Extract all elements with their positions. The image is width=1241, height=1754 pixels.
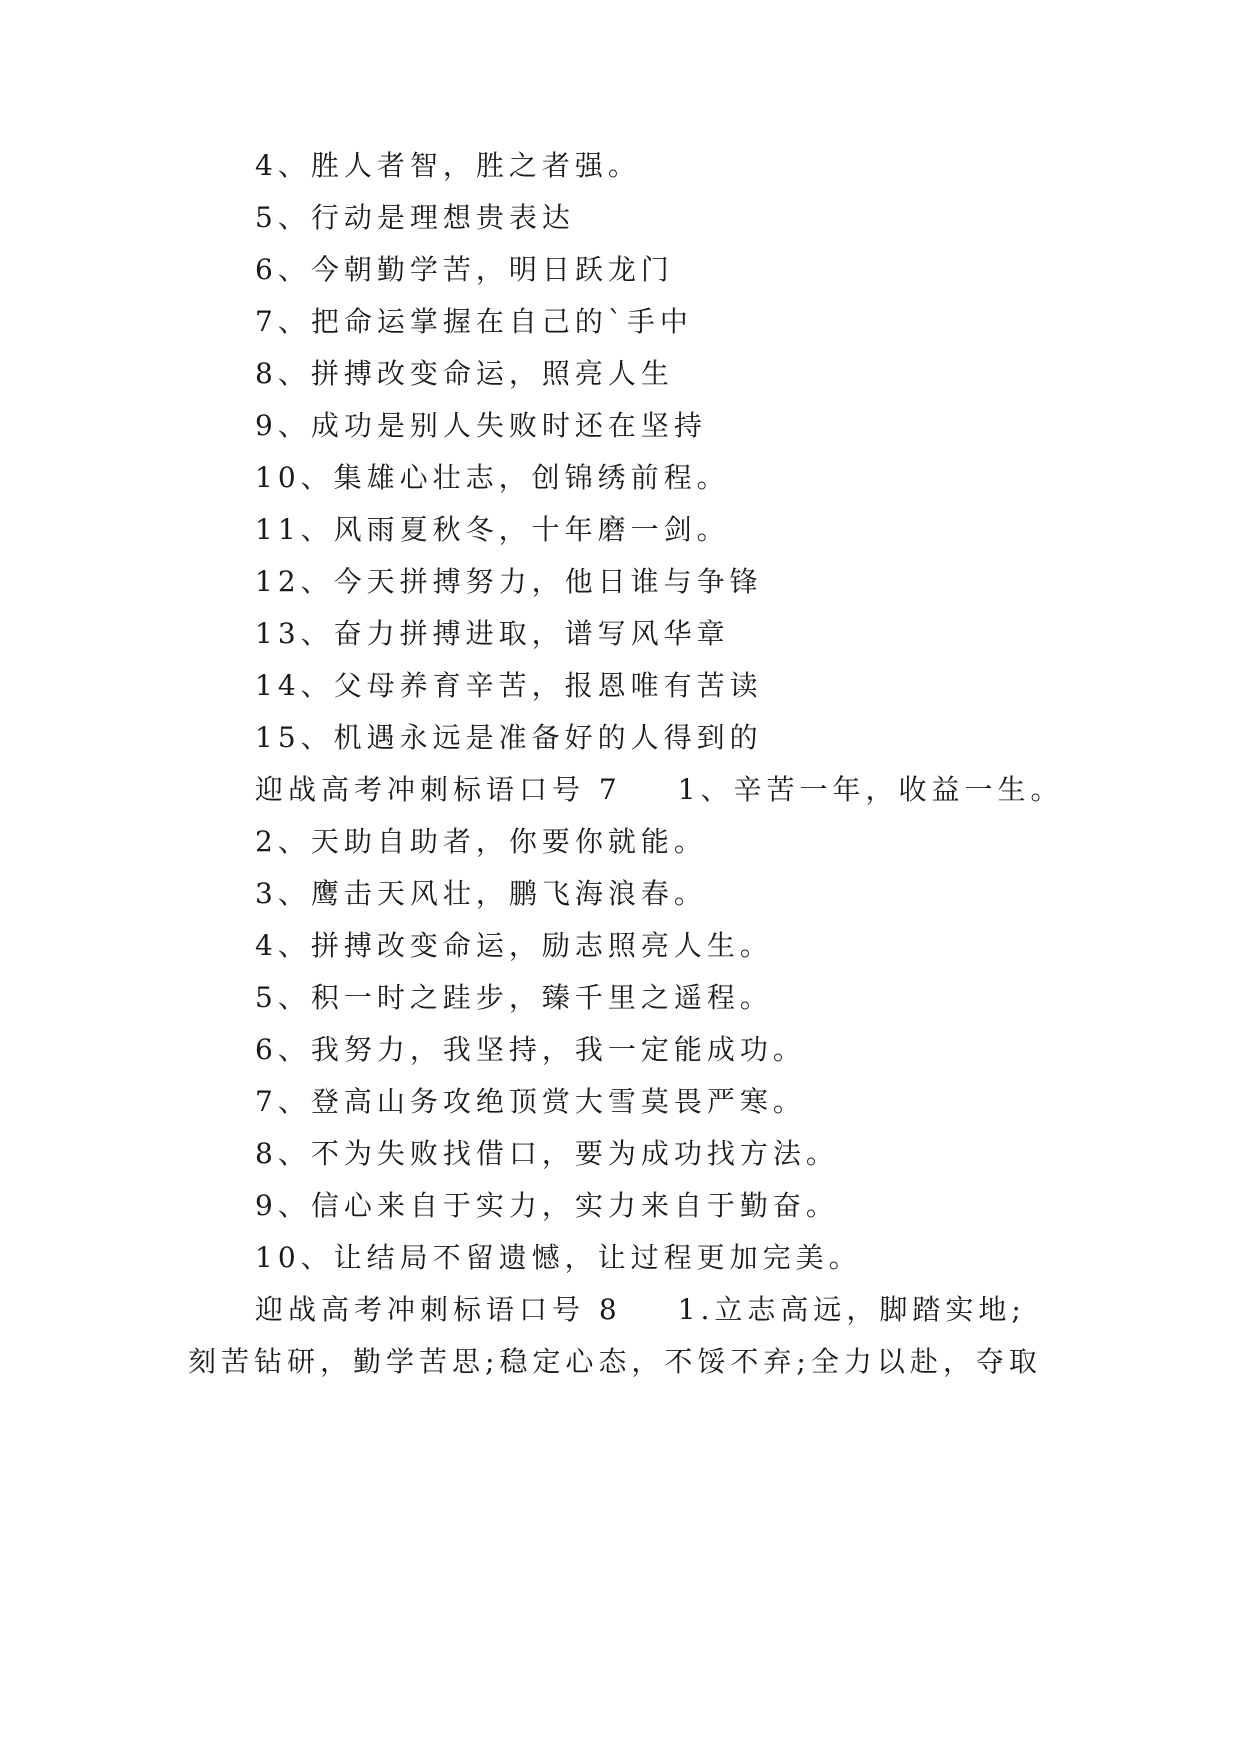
list-item: 11、风雨夏秋冬，十年磨一剑。 — [255, 513, 730, 546]
list-item: 7、登高山务攻绝顶赏大雪莫畏严寒。 — [255, 1085, 806, 1118]
list-item: 5、行动是理想贵表达 — [255, 201, 575, 234]
list-item: 4、拼搏改变命运，励志照亮人生。 — [255, 929, 773, 962]
paragraph-continuation: 刻苦钻研，勤学苦思;稳定心态，不馁不弃;全力以赴，夺取 — [188, 1345, 1042, 1378]
list-item: 7、把命运掌握在自己的`手中 — [255, 305, 693, 338]
list-item: 12、今天拼搏努力，他日谁与争锋 — [255, 565, 763, 598]
list-item: 3、鹰击天风壮，鹏飞海浪春。 — [255, 877, 707, 910]
list-item: 14、父母养育辛苦，报恩唯有苦读 — [255, 669, 763, 702]
section-heading: 迎战高考冲刺标语口号 7 — [255, 773, 622, 806]
list-item: 2、天助自助者，你要你就能。 — [255, 825, 707, 858]
list-item: 15、机遇永远是准备好的人得到的 — [255, 721, 763, 754]
list-item: 10、集雄心壮志，创锦绣前程。 — [255, 461, 730, 494]
section-heading: 迎战高考冲刺标语口号 8 — [255, 1293, 622, 1326]
list-item: 4、胜人者智，胜之者强。 — [255, 149, 641, 182]
list-item: 13、奋力拼搏进取，谱写风华章 — [255, 617, 730, 650]
list-item: 10、让结局不留遗憾，让过程更加完美。 — [255, 1241, 862, 1274]
list-item: 9、信心来自于实力，实力来自于勤奋。 — [255, 1189, 839, 1222]
section-heading-line — [255, 1290, 1026, 1330]
list-item: 5、积一时之跬步，臻千里之遥程。 — [255, 981, 773, 1014]
list-item: 9、成功是别人失败时还在坚持 — [255, 409, 707, 442]
list-item: 6、今朝勤学苦，明日跃龙门 — [255, 253, 674, 286]
list-item: 6、我努力，我坚持，我一定能成功。 — [255, 1033, 806, 1066]
section-heading-line — [255, 770, 1064, 810]
list-item: 8、不为失败找借口，要为成功找方法。 — [255, 1137, 839, 1170]
list-item: 8、拼搏改变命运，照亮人生 — [255, 357, 674, 390]
list-item: 1.立志高远，脚踏实地; — [677, 1293, 1026, 1326]
list-item: 1、辛苦一年，收益一生。 — [677, 773, 1064, 806]
